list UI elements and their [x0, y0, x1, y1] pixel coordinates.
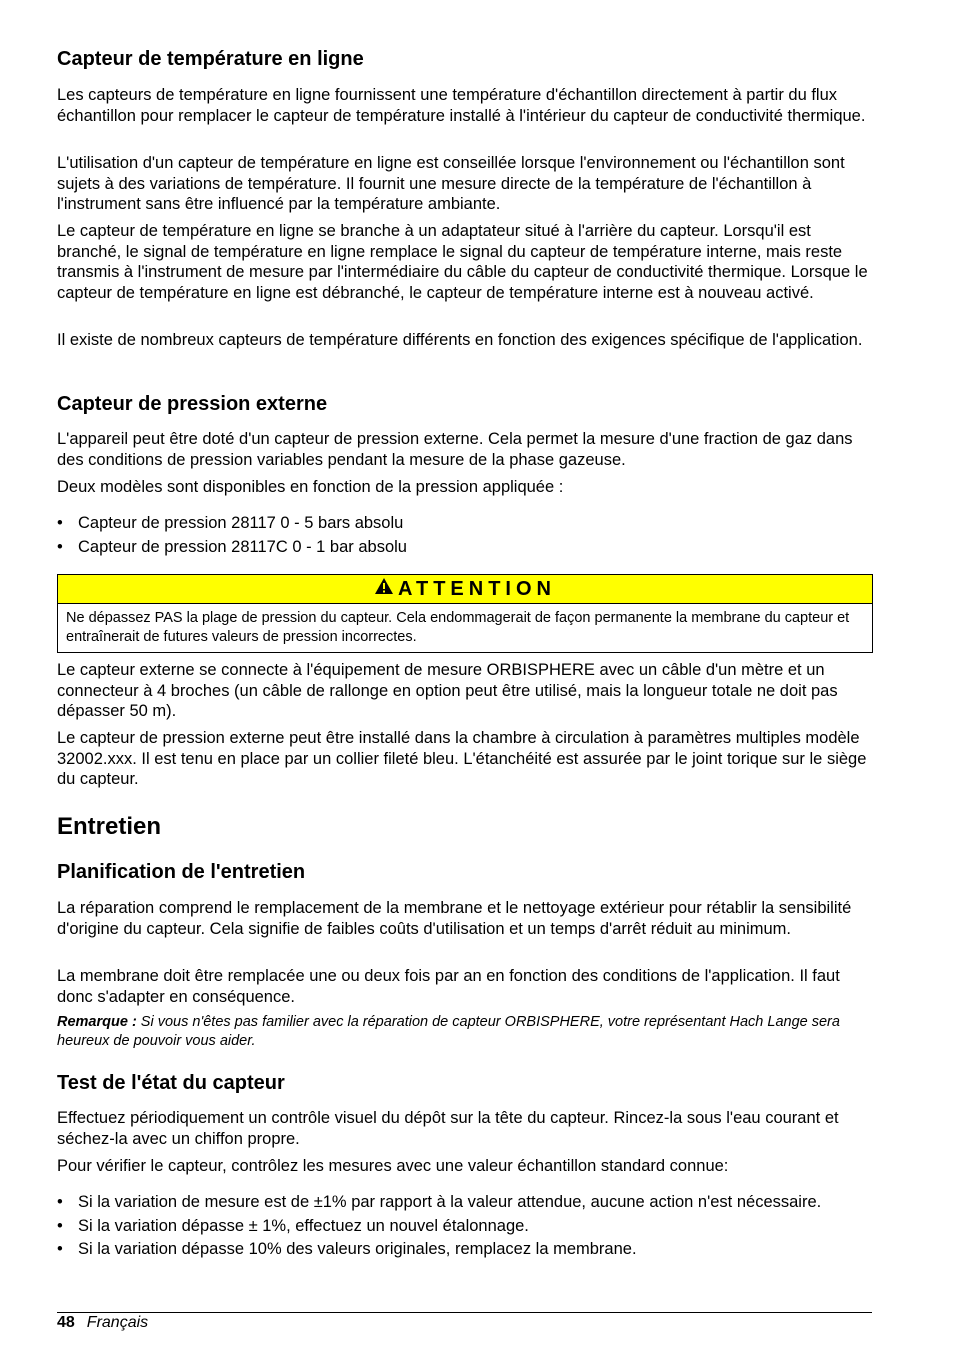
heading-maintenance-planning: Planification de l'entretien — [57, 861, 306, 883]
paragraph: Le capteur de température en ligne se branche à un adaptateur situé à l'arrière du capteur. Lorsqu'il est branché, le signal de température en ligne remplace le signal du capteur de température interne, mais reste transmis à l'instrument de mesure par l'intermédiaire du câble du capteur de conductivité thermique. Lorsque le capteur de température en ligne est débranché, le capteur de température interne est à nouveau activé. — [57, 222, 868, 302]
page-number: 48 — [57, 1314, 75, 1331]
list-item: • Si la variation dépasse ± 1%, effectuez un nouvel étalonnage. — [57, 1216, 529, 1235]
list-item: • Capteur de pression 28117C 0 - 1 bar absolu — [57, 537, 407, 556]
note-text: Si vous n'êtes pas familier avec la réparation de capteur ORBISPHERE, votre représentant Hach Lange sera heureux de pouvoir vous aider. — [57, 1014, 840, 1049]
list-item: • Capteur de pression 28117 0 - 5 bars absolu — [57, 514, 404, 532]
paragraph: Effectuez périodiquement un contrôle visuel du dépôt sur la tête du capteur. Rincez-la sous l'eau courant et séchez-la avec un chiffon propre. — [57, 1109, 839, 1148]
paragraph: La réparation comprend le remplacement de la membrane et le nettoyage extérieur pour rétablir la sensibilité d'origine du capteur. Cela signifie de faibles coûts d'utilisation et un temps d'arrêt réduit au minimum. — [57, 899, 852, 938]
paragraph: L'appareil peut être doté d'un capteur de pression externe. Cela permet la mesure d'une fraction de gaz dans des conditions de pression variables pendant la mesure de la phase gazeuse. — [57, 430, 853, 469]
footer-language: Français — [86, 1314, 149, 1331]
page-footer — [57, 1313, 148, 1333]
list-item: • Si la variation dépasse 10% des valeurs originales, remplacez la membrane. — [57, 1240, 637, 1258]
paragraph: Le capteur externe se connecte à l'équipement de mesure ORBISPHERE avec un câble d'un mètre et un connecteur à 4 broches (un câble de rallonge en option peut être utilisé, mais la longueur totale ne doit pas dépasser 50 m). — [57, 661, 838, 720]
paragraph: Il existe de nombreux capteurs de température différents en fonction des exigences spécifique de l'application. — [57, 331, 863, 349]
warning-triangle-icon — [374, 577, 398, 601]
paragraph: Deux modèles sont disponibles en fonction de la pression appliquée : — [57, 478, 564, 496]
list-item: • Si la variation de mesure est de ±1% par rapport à la valeur attendue, aucune action n'est nécessaire. — [57, 1193, 822, 1211]
heading-maintenance: Entretien — [57, 813, 162, 840]
paragraph: L'utilisation d'un capteur de température en ligne est conseillée lorsque l'environnement ou l'échantillon sont sujets à des variations de température. Il fournit une mesure directe de la température de l'échantillon à l'instrument sans être influencé par la température ambiante. — [57, 154, 845, 213]
note-label: Remarque : — [57, 1014, 137, 1030]
test-result-list — [57, 1192, 873, 1260]
paragraph: Le capteur de pression externe peut être installé dans la chambre à circulation à paramètres multiples modèle 32002.xxx. Il est tenu en place par un collier fileté bleu. L'étanchéité est assurée par le joint torique sur le siège du capteur. — [57, 729, 867, 788]
heading-sensor-test: Test de l'état du capteur — [57, 1072, 285, 1094]
attention-title: ATTENTION — [398, 577, 556, 600]
paragraph: La membrane doit être remplacée une ou deux fois par an en fonction des conditions de l'application. Il faut donc s'adapter en conséquence. — [57, 967, 840, 1006]
note — [57, 1013, 873, 1050]
heading-temperature-sensor: Capteur de température en ligne — [57, 48, 364, 70]
heading-pressure-sensor: Capteur de pression externe — [57, 393, 328, 415]
paragraph: Les capteurs de température en ligne fournissent une température d'échantillon directement à partir du flux échantillon pour remplacer le capteur de température installé à l'intérieur du capteur de conductivité thermique. — [57, 86, 866, 125]
attention-text: Ne dépassez PAS la plage de pression du capteur. Cela endommagerait de façon permanente la membrane du capteur et entraînerait de futures valeurs de pression incorrectes. — [66, 610, 850, 645]
pressure-model-list — [57, 513, 873, 557]
attention-header — [58, 575, 872, 604]
footer-divider — [57, 1312, 872, 1313]
paragraph: Pour vérifier le capteur, contrôlez les mesures avec une valeur échantillon standard connue: — [57, 1157, 729, 1175]
attention-box — [57, 574, 873, 653]
